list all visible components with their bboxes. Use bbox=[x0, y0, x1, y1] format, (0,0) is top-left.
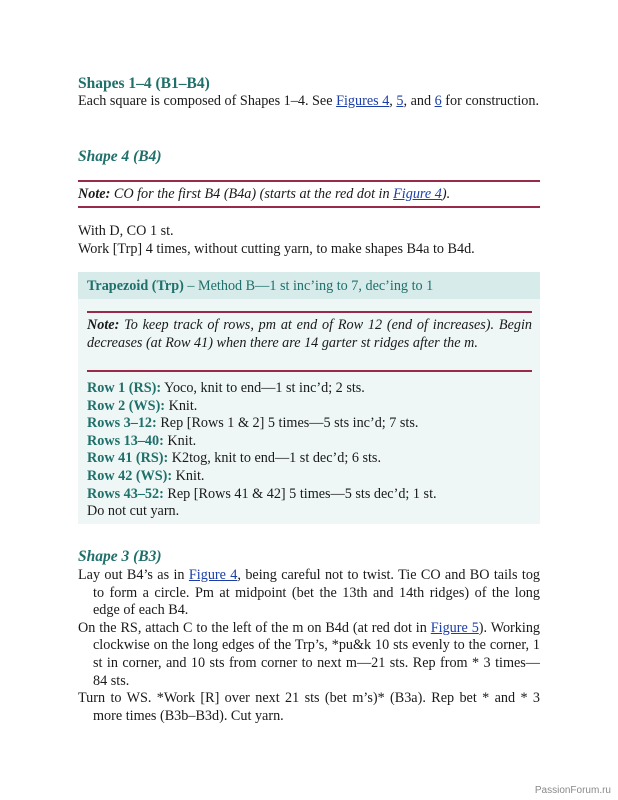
p2-text: On the RS, attach C to the left of the m on B4d (at red dot in bbox=[78, 619, 431, 636]
trp-note-rule-top bbox=[87, 311, 532, 313]
row-label: Row 42 (WS): bbox=[87, 467, 173, 484]
trapezoid-rows bbox=[87, 380, 535, 521]
section-heading-shape-4: Shape 4 (B4) bbox=[78, 148, 162, 165]
shape4-note bbox=[78, 186, 540, 204]
row-label: Rows 13–40: bbox=[87, 432, 164, 449]
row-instruction bbox=[87, 415, 535, 433]
shape4-line-2: Work [Trp] 4 times, without cutting yarn, to make shapes B4a to B4d. bbox=[78, 241, 475, 257]
note-text-end: ). bbox=[441, 186, 451, 202]
p1-figure-4-link[interactable]: Figure 4 bbox=[188, 567, 238, 583]
row-text: Knit. bbox=[172, 467, 205, 484]
shape3-paragraph-1 bbox=[78, 567, 540, 620]
row-text: Rep [Rows 41 & 42] 5 times—5 sts dec’d; 1 st. bbox=[163, 485, 437, 502]
note-figure-4-link[interactable]: Figure 4 bbox=[393, 186, 442, 202]
row-text: Rep [Rows 1 & 2] 5 times—5 sts inc’d; 7 sts. bbox=[156, 415, 419, 432]
intro-sep: , and bbox=[403, 93, 435, 109]
row-instruction bbox=[87, 433, 535, 451]
trapezoid-final-line: Do not cut yarn. bbox=[87, 503, 180, 520]
trapezoid-title-rest: – Method B—1 st inc’ing to 7, dec’ing to 1 bbox=[183, 278, 434, 294]
trp-note-text: To keep track of rows, pm at end of Row 12 (end of increases). Begin decreases (at Row 41) when there are 14 garter st ridges after the m. bbox=[87, 317, 532, 351]
row-text: Knit. bbox=[163, 432, 197, 449]
row-label: Rows 3–12: bbox=[87, 415, 157, 432]
shape3-body bbox=[78, 567, 540, 725]
row-instruction bbox=[87, 486, 535, 504]
row-label: Row 41 (RS): bbox=[87, 450, 169, 467]
trp-note-rule-bottom bbox=[87, 370, 532, 372]
row-text: K2tog, knit to end—1 st dec’d; 6 sts. bbox=[168, 450, 381, 467]
trp-note-label: Note: bbox=[87, 317, 120, 333]
row-instruction bbox=[87, 468, 535, 486]
note-rule-bottom bbox=[78, 206, 540, 208]
row-instruction bbox=[87, 450, 535, 468]
intro-text: Each square is composed of Shapes 1–4. See bbox=[78, 93, 337, 109]
figure-4-link[interactable]: Figures 4 bbox=[336, 93, 390, 109]
note-label: Note: bbox=[78, 186, 111, 202]
row-label: Rows 43–52: bbox=[87, 485, 164, 502]
watermark: PassionForum.ru bbox=[534, 785, 611, 796]
figure-6-link[interactable]: 6 bbox=[434, 93, 442, 109]
note-text: CO for the first B4 (B4a) (starts at the red dot in bbox=[110, 186, 394, 202]
p2-text-end: ). Working clockwise on the long edges of the Trp’s, *pu&k 10 sts evenly to the corner, 1 st in corner, and 10 sts from corner to next m—21 sts. Rep from * 3 times—84 sts. bbox=[93, 619, 541, 689]
trapezoid-title-label: Trapezoid (Trp) bbox=[87, 278, 184, 294]
shapes-intro-paragraph bbox=[78, 93, 555, 111]
figure-5-link[interactable]: 5 bbox=[396, 93, 404, 109]
row-label: Row 1 (RS): bbox=[87, 380, 162, 396]
p2-figure-5-link[interactable]: Figure 5 bbox=[430, 619, 479, 636]
intro-sep: , bbox=[389, 93, 397, 109]
row-text: Yoco, knit to end—1 st inc’d; 2 sts. bbox=[161, 380, 365, 396]
section-heading-shape-3: Shape 3 (B3) bbox=[78, 548, 162, 565]
row-instruction bbox=[87, 380, 535, 398]
trapezoid-title bbox=[87, 278, 535, 296]
p1-text: Lay out B4’s as in bbox=[78, 567, 189, 583]
shape4-line-1: With D, CO 1 st. bbox=[78, 223, 174, 239]
shape3-paragraph-2 bbox=[78, 620, 540, 690]
section-heading-shapes-1-4: Shapes 1–4 (B1–B4) bbox=[78, 75, 210, 92]
p1-text-end: , being careful not to twist. Tie CO and BO tails tog to form a circle. Pm at midpoint (bet the 13th and 14th ridges) of the long edge of each B4. bbox=[93, 567, 541, 619]
intro-text-end: for construction. bbox=[441, 93, 540, 109]
shape3-paragraph-3: Turn to WS. *Work [R] over next 21 sts (bet m’s)* (B3a). Rep bet * and * 3 more times (B3b–B3d). Cut yarn. bbox=[78, 690, 540, 724]
note-rule-top bbox=[78, 180, 540, 182]
row-instruction bbox=[87, 398, 535, 416]
trapezoid-note bbox=[87, 317, 532, 352]
row-text: Knit. bbox=[165, 397, 198, 414]
row-label: Row 2 (WS): bbox=[87, 397, 166, 414]
